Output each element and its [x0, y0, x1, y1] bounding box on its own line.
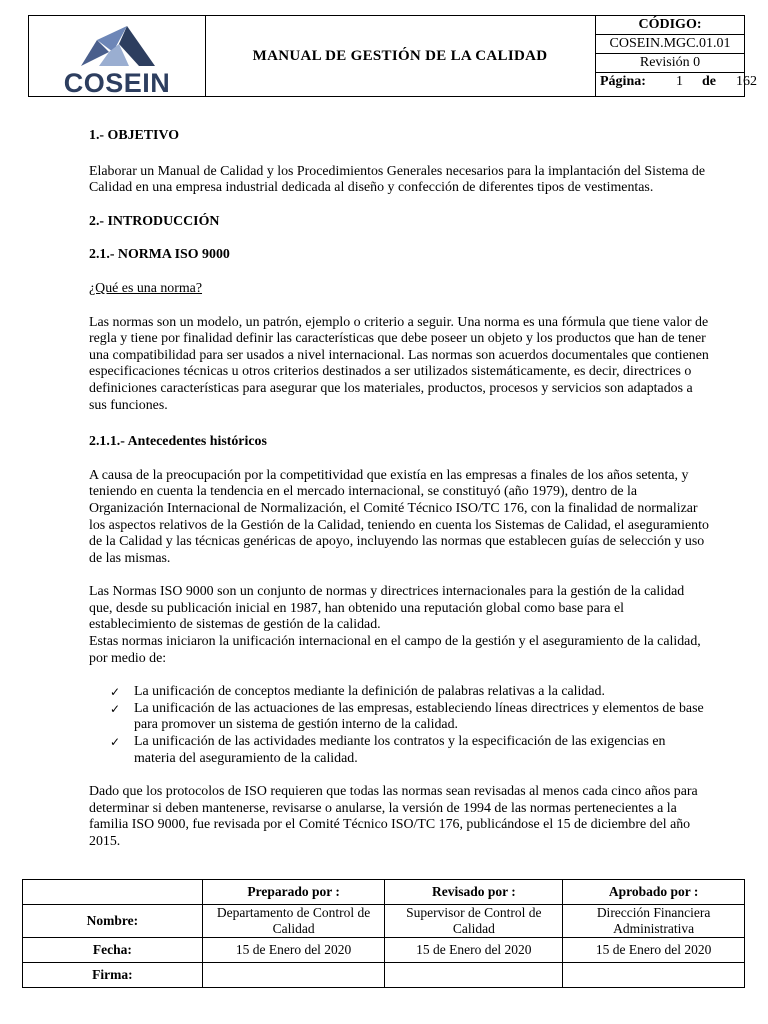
unification-list	[89, 684, 709, 767]
heading-antecedentes: 2.1.1.- Antecedentes históricos	[89, 434, 267, 450]
logo-text: COSEIN	[63, 68, 171, 98]
name-reviewed: Supervisor de Control de Calidad	[385, 905, 563, 938]
heading-norma-iso: 2.1.- NORMA ISO 9000	[89, 247, 230, 263]
document-body	[89, 125, 709, 851]
page-of: de	[702, 74, 716, 89]
header-approved: Aprobado por :	[563, 880, 745, 905]
date-prepared: 15 de Enero del 2020	[202, 938, 385, 963]
approval-table	[22, 879, 745, 988]
table-row	[23, 963, 745, 988]
name-approved: Dirección Financiera Administrativa	[563, 905, 745, 938]
paragraph-norma: Las normas son un modelo, un patrón, ejemplo o criterio a seguir. Una norma es una fórmula que tiene valor de regla y tiene por finalidad definir las características que debe poseer un objeto y los productos que han de tener una compatibilidad para ser usados a nivel internacional. Las normas son acuerdos documentales que contienen especificaciones técnicas u otros criterios destinados a ser utilizados sistemáticamente, es decir, directrices o definiciones características para asegurar que los materiales, productos, procesos y servicios son adaptados a sus funciones.	[89, 314, 709, 413]
paragraph-objetivo: Elaborar un Manual de Calidad y los Procedimientos Generales necesarios para la implantación del Sistema de Calidad en una empresa industrial dedicada al diseño y confección de diferentes tipos de vestimentas.	[89, 163, 706, 196]
page-number: 1	[676, 74, 683, 89]
paragraph-antecedentes: A causa de la preocupación por la competitividad que existía en las empresas a finales de los años setenta, y teniendo en cuenta la tendencia en el mercado internacional, se constituyó (año 1979), dentro de la Organización Internacional de Normalización, el Comité Técnico ISO/TC 176, con la finalidad de normalizar los aspectos relativos de la Gestión de la Calidad, teniendo en cuenta los Sistemas de Calidad, el aseguramiento de la Calidad y las técnicas genéricas de apoyo, incluyendo las normas que establecen guías de selección y uso de las mismas.	[89, 467, 709, 566]
document-title: MANUAL DE GESTIÓN DE LA CALIDAD	[205, 16, 596, 96]
question-norma: ¿Qué es una norma?	[89, 280, 203, 296]
logo-cell	[29, 16, 206, 96]
list-item: ✓ La unificación de conceptos mediante la definición de palabras relativas a la calidad.	[110, 684, 605, 700]
table-row	[23, 880, 745, 905]
label-signature: Firma:	[23, 963, 203, 988]
table-row	[23, 905, 745, 938]
paragraph-iso-definition: Las Normas ISO 9000 son un conjunto de normas y directrices internacionales para la gestión de la calidad que, desde su publicación inicial en 1987, han obtenido una reputación global como base para el establecimiento de sistemas de gestión de la calidad.	[89, 584, 685, 633]
list-item: ✓ La unificación de las actuaciones de las empresas, estableciendo líneas directrices y elementos de base para promover un sistema de gestión interno de la calidad.	[110, 700, 704, 733]
label-name: Nombre:	[23, 905, 203, 938]
heading-objetivo: 1.- OBJETIVO	[89, 128, 180, 143]
paragraph-iso-unification: Estas normas iniciaron la unificación internacional en el campo de la gestión y el aseguramiento de la calidad, por medio de:	[89, 634, 701, 666]
label-date: Fecha:	[23, 938, 203, 963]
signature-approved	[563, 963, 745, 988]
blank-cell	[23, 880, 203, 905]
checkmark-icon: ✓	[110, 735, 121, 750]
signature-prepared	[202, 963, 385, 988]
table-row	[23, 938, 745, 963]
checkmark-icon: ✓	[110, 685, 121, 700]
name-prepared: Departamento de Control de Calidad	[202, 905, 385, 938]
signature-reviewed	[385, 963, 563, 988]
paragraph-revision-iso: Dado que los protocolos de ISO requieren que todas las normas sean revisadas al menos cada cinco años para determinar si deben mantenerse, revisarse o anularse, la versión de 1994 de las normas pertenecientes a la familia ISO 9000, fue revisada por el Comité Técnico ISO/TC 176, publicándose el 15 de diciembre del año 2015.	[89, 784, 698, 849]
code-value: COSEIN.MGC.01.01	[596, 35, 744, 54]
revision: Revisión 0	[596, 54, 744, 73]
checkmark-icon: ✓	[110, 701, 121, 716]
page-info	[596, 73, 757, 95]
header-prepared: Preparado por :	[202, 880, 385, 905]
page-total: 162	[736, 74, 757, 89]
page-label: Página:	[600, 74, 646, 89]
code-label: CÓDIGO:	[596, 16, 744, 35]
date-reviewed: 15 de Enero del 2020	[385, 938, 563, 963]
document-code-block	[596, 16, 757, 96]
document-header	[28, 15, 757, 98]
list-item: ✓ La unificación de las actividades mediante los contratos y la especificación de las exigencias en materia del aseguramiento de la calidad.	[110, 734, 666, 766]
date-approved: 15 de Enero del 2020	[563, 938, 745, 963]
cosein-logo-mark	[79, 22, 157, 68]
heading-introduccion: 2.- INTRODUCCIÓN	[89, 213, 220, 229]
header-reviewed: Revisado por :	[385, 880, 563, 905]
